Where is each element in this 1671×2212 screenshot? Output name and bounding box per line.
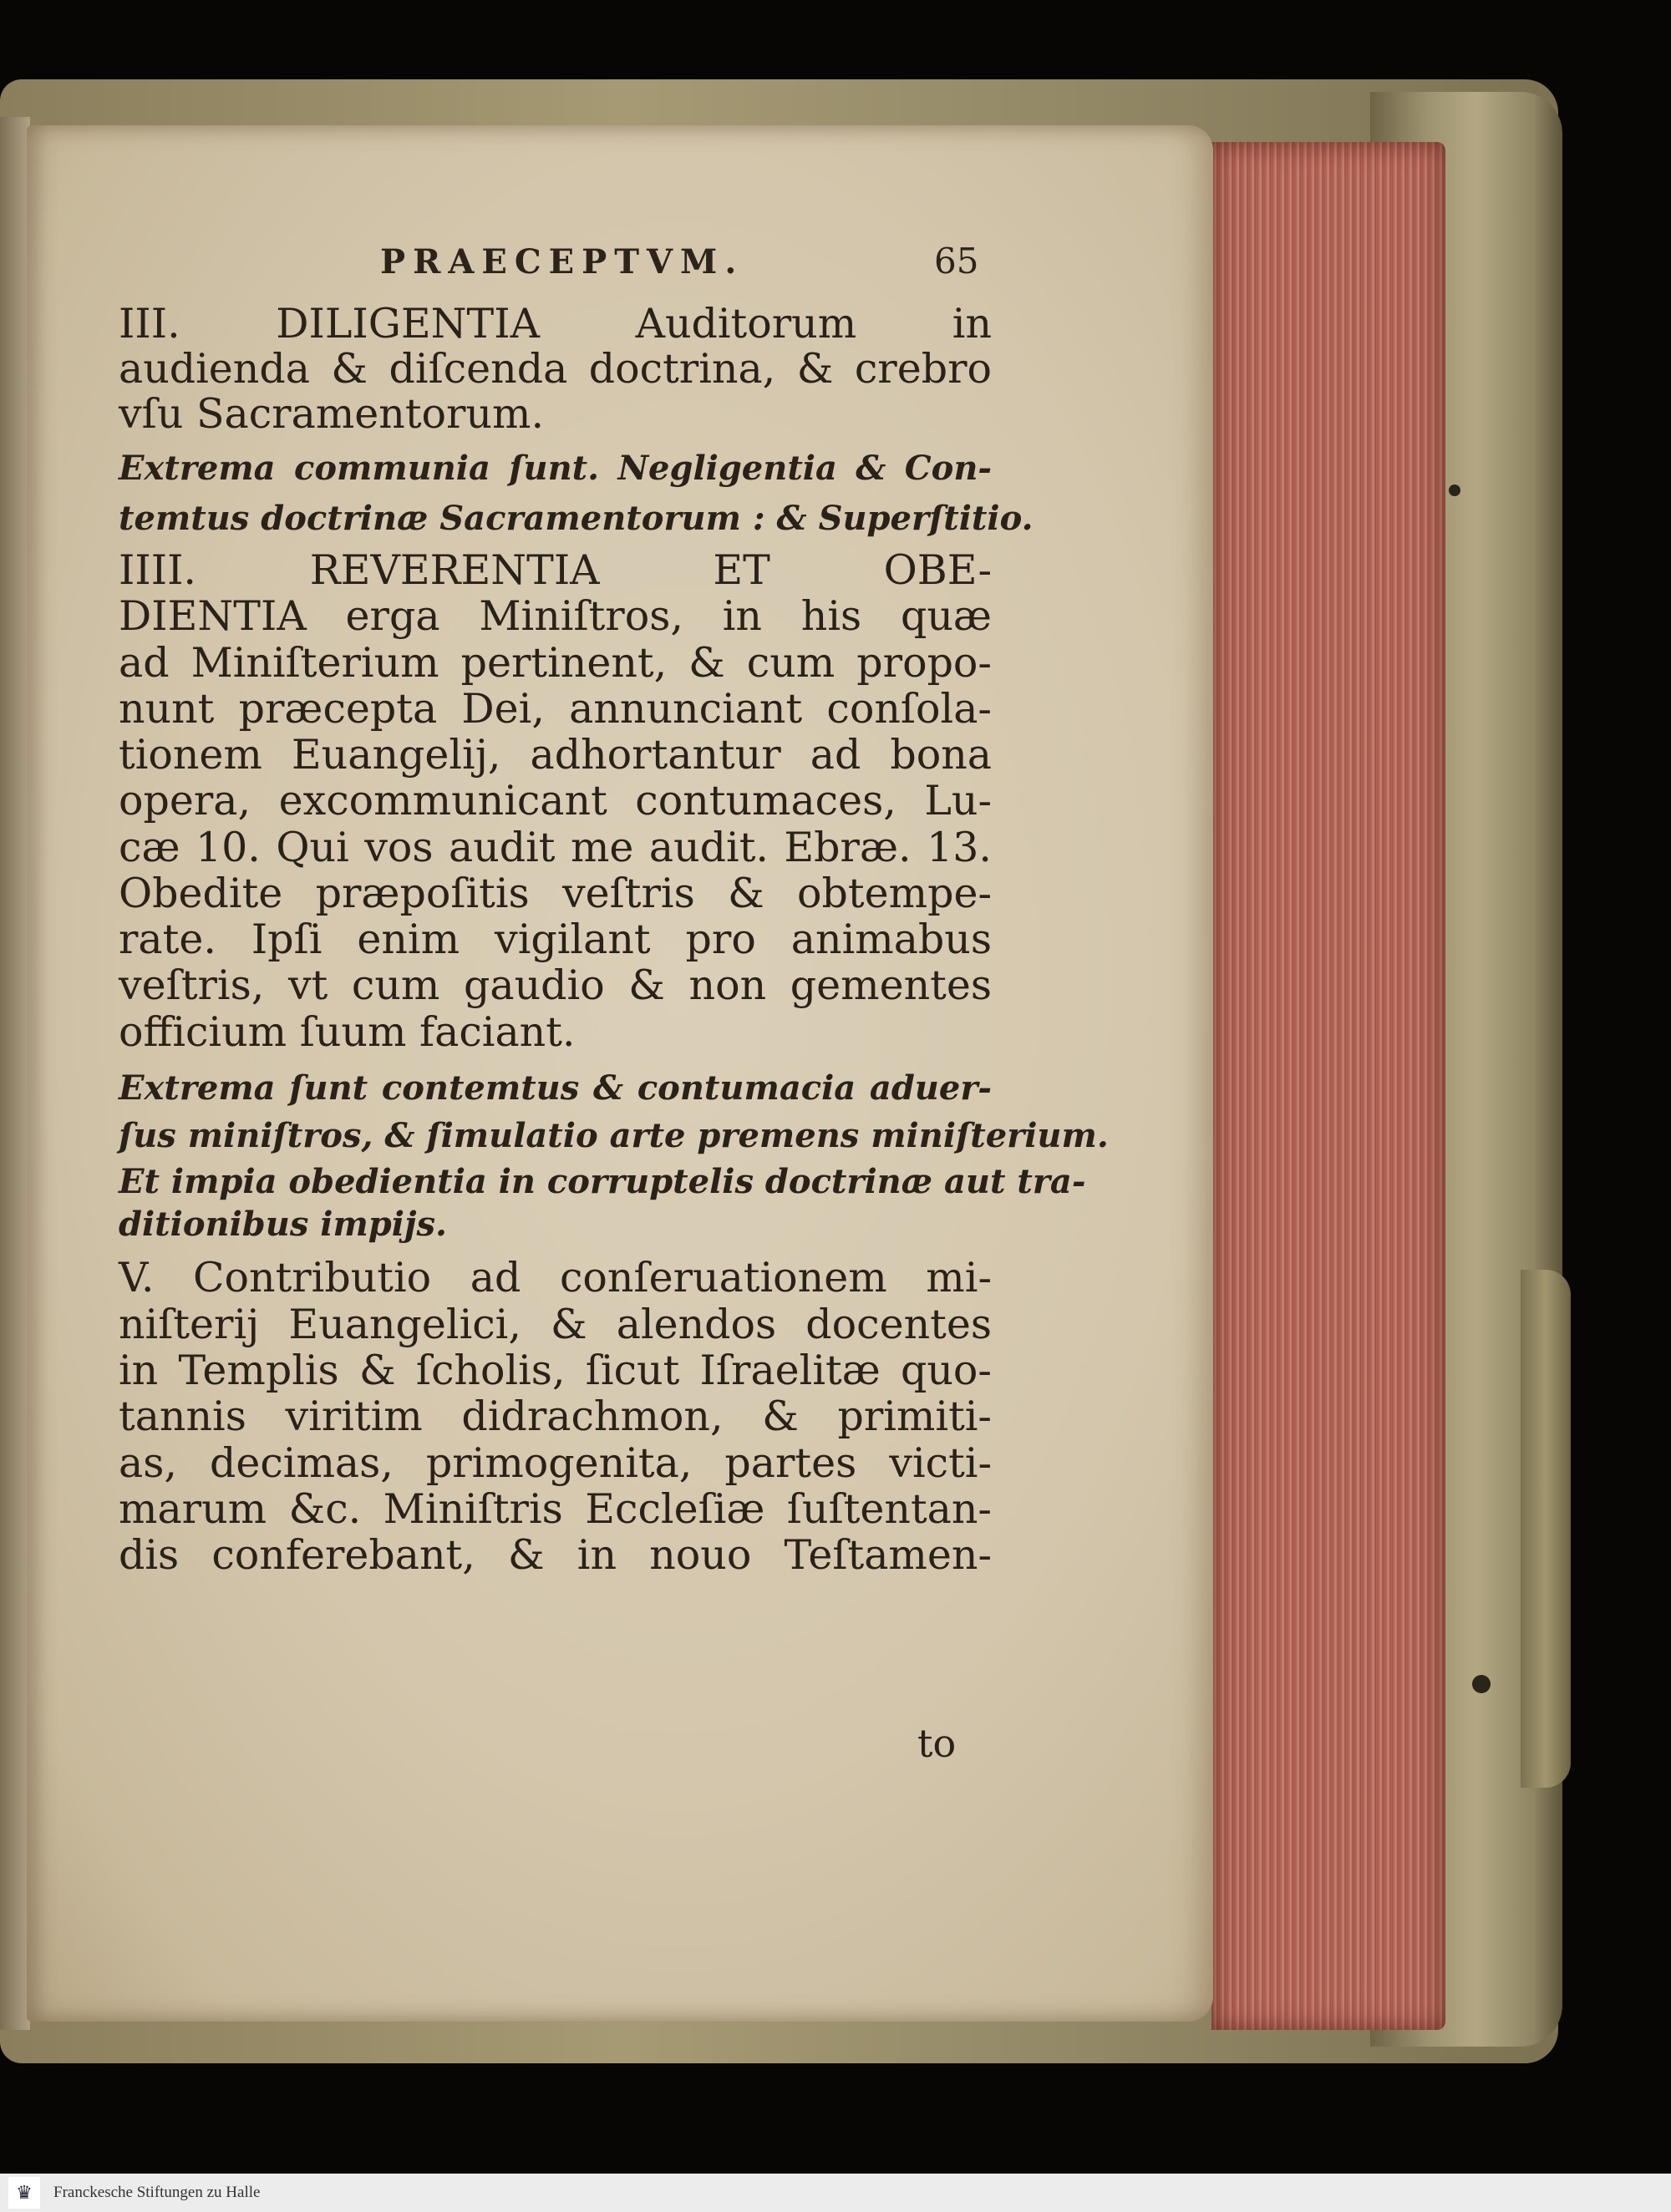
- text-line: in Templis & ſcholis, ſicut Iſraelitæ quo-: [119, 1347, 992, 1394]
- text-line: veſtris, vt cum gaudio & non gementes: [119, 961, 992, 1009]
- text-line: officium ſuum faciant.: [119, 1008, 576, 1056]
- footer-label: Franckesche Stiftungen zu Halle: [53, 2184, 261, 2201]
- text-line: III. DILIGENTIA Auditorum in: [119, 300, 992, 348]
- text-line: niſterij Euangelici, & alendos docentes: [119, 1301, 992, 1348]
- text-line: tannis viritim didrachmon, & primiti-: [119, 1393, 992, 1440]
- text-line: Obedite præpoſitis veſtris & obtempe-: [119, 870, 992, 917]
- text-line: DIENTIA erga Miniſtros, in his quæ: [119, 592, 992, 640]
- text-line: dis conferebant, & in nouo Teſtamen-: [119, 1531, 992, 1579]
- text-line: Et impia obedientia in corruptelis doctrinæ aut tra-: [119, 1162, 1086, 1201]
- text-line: nunt præcepta Dei, annunciant conſola-: [119, 685, 992, 733]
- text-line: ſus miniſtros, & ſimulatio arte premens miniſterium.: [119, 1116, 1109, 1155]
- text-line: ad Miniſterium pertinent, & cum propo-: [119, 639, 992, 687]
- text-line: opera, excommunicant contumaces, Lu-: [119, 777, 992, 824]
- cover-stud-icon: [1449, 485, 1460, 496]
- text-line: ditionibus impijs.: [119, 1205, 447, 1244]
- catchword: to: [917, 1721, 957, 1766]
- cover-stud-icon: [1472, 1675, 1491, 1693]
- text-line: vſu Sacramentorum.: [119, 390, 545, 438]
- running-head: PRAECEPTVM.: [380, 242, 744, 282]
- text-line: audienda & diſcenda doctrina, & crebro: [119, 345, 992, 393]
- text-line: temtus doctrinæ Sacramentorum : & Superſtitio.: [119, 499, 1034, 538]
- footer-bar: [0, 2174, 1671, 2212]
- red-page-edges: [1211, 142, 1445, 2030]
- page-number: 65: [934, 241, 979, 282]
- facing-page-edge: [0, 117, 30, 2030]
- text-line: V. Contributio ad conſeruationem mi-: [119, 1254, 992, 1301]
- text-line: tionem Euangelij, adhortantur ad bona: [119, 731, 992, 779]
- text-line: as, decimas, primogenita, partes victi-: [119, 1439, 992, 1487]
- text-line: marum &c. Miniſtris Eccleſiæ ſuſtentan-: [119, 1485, 992, 1533]
- institution-logo-icon: ♛: [8, 2177, 40, 2209]
- text-line: IIII. REVERENTIA ET OBE-: [119, 546, 992, 594]
- text-line: Extrema communia ſunt. Negligentia & Con-: [119, 449, 992, 488]
- cover-flap: [1521, 1270, 1571, 1788]
- text-line: cæ 10. Qui vos audit me audit. Ebræ. 13.: [119, 824, 992, 871]
- text-line: Extrema ſunt contemtus & contumacia aduer-: [119, 1068, 992, 1108]
- text-line: rate. Ipſi enim vigilant pro animabus: [119, 916, 992, 963]
